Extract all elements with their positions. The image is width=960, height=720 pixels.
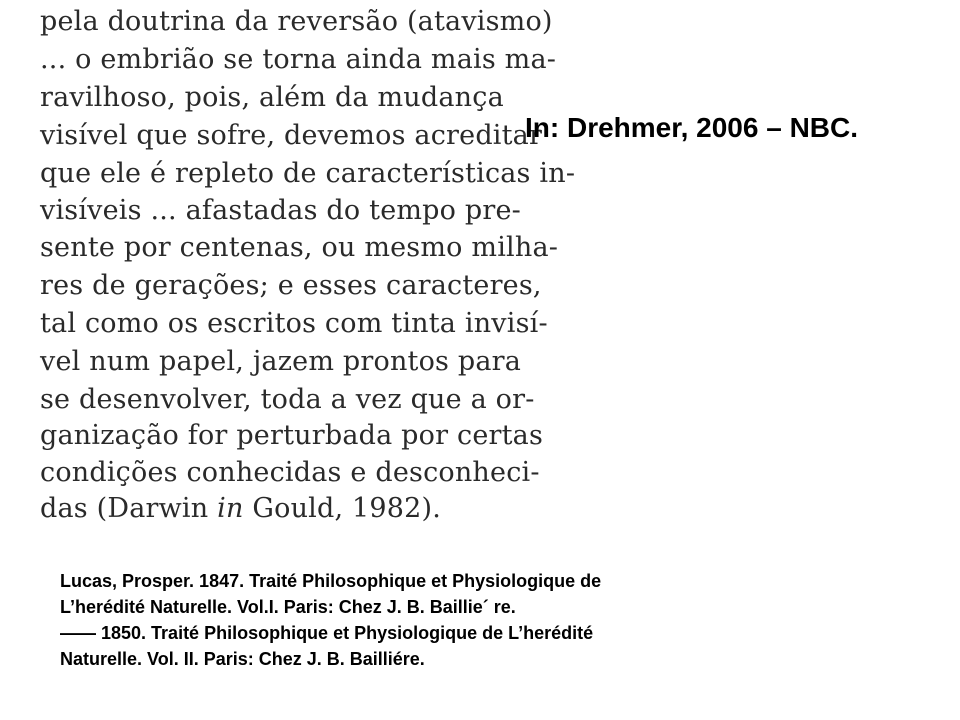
- quote-line: que ele é repleto de características in-: [40, 158, 576, 189]
- quote-line: vel num papel, jazem prontos para: [40, 346, 522, 377]
- references-block: [60, 568, 820, 672]
- italic-in: in: [217, 493, 244, 524]
- reference-line: —— 1850. Traité Philosophique et Physiologique de L’herédité: [60, 623, 594, 643]
- quote-line: tal como os escritos com tinta invisí-: [40, 308, 548, 339]
- quote-line: das (Darwin in Gould, 1982).: [40, 493, 442, 524]
- quote-line: se desenvolver, toda a vez que a or-: [40, 384, 535, 415]
- quote-line: res de gerações; e esses caracteres,: [40, 270, 542, 301]
- quote-line: ganização for perturbada por certas: [40, 420, 544, 451]
- quote-line: condições conhecidas e desconheci-: [40, 457, 540, 488]
- source-citation: In: Drehmer, 2006 – NBC.: [525, 112, 859, 143]
- quote-line: pela doutrina da reversão (atavismo): [40, 6, 553, 37]
- quote-line: visíveis ... afastadas do tempo pre-: [40, 195, 521, 226]
- quote-line: sente por centenas, ou mesmo milha-: [40, 232, 559, 263]
- reference-line: L’herédité Naturelle. Vol.I. Paris: Chez J. B. Baillie´ re.: [60, 597, 516, 617]
- quote-line: visível que sofre, devemos acreditar: [40, 120, 543, 151]
- quote-line: ... o embrião se torna ainda mais ma-: [40, 44, 557, 75]
- reference-line: Lucas, Prosper. 1847. Traité Philosophique et Physiologique de: [60, 571, 602, 591]
- reference-line: Naturelle. Vol. II. Paris: Chez J. B. Bailliére.: [60, 649, 425, 669]
- quote-line: ravilhoso, pois, além da mudança: [40, 82, 504, 113]
- scanned-quote-excerpt: [26, 0, 576, 528]
